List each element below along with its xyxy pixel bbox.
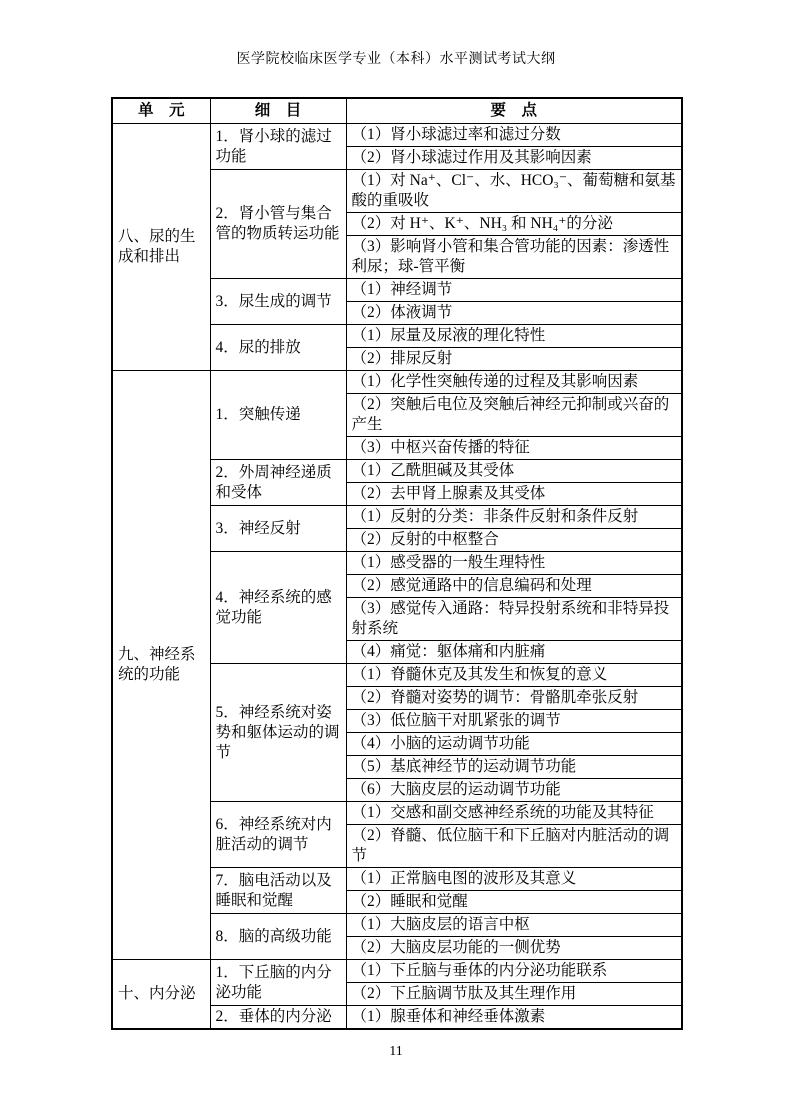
point-cell: （1）下丘脑与垂体的内分泌功能联系	[346, 960, 682, 983]
point-cell: （5）基底神经节的运动调节功能	[346, 756, 682, 779]
point-cell: （3）影响肾小管和集合管功能的因素：渗透性利尿；球-管平衡	[346, 236, 682, 279]
syllabus-table-body	[112, 124, 682, 1030]
point-cell: （1）腺垂体和神经垂体激素	[346, 1006, 682, 1030]
table-row	[112, 371, 682, 394]
point-cell: （2）反射的中枢整合	[346, 529, 682, 552]
column-header-keypoints: 要 点	[346, 98, 682, 124]
point-cell: （1）正常脑电图的波形及其意义	[346, 868, 682, 891]
point-cell: （3）中枢兴奋传播的特征	[346, 437, 682, 460]
table-row	[112, 960, 682, 983]
detail-cell: 2．垂体的内分泌	[210, 1006, 346, 1030]
detail-cell: 1．肾小球的滤过功能	[210, 124, 346, 170]
detail-cell: 4．神经系统的感觉功能	[210, 552, 346, 664]
point-cell: （1）反射的分类：非条件反射和条件反射	[346, 506, 682, 529]
point-cell: （1）交感和副交感神经系统的功能及其特征	[346, 802, 682, 825]
syllabus-table	[111, 97, 683, 1030]
point-cell: （2）排尿反射	[346, 348, 682, 371]
unit-cell: 十、内分泌	[112, 960, 210, 1030]
detail-cell: 3．尿生成的调节	[210, 279, 346, 325]
detail-cell: 8．脑的高级功能	[210, 914, 346, 960]
point-cell: （3）低位脑干对肌紧张的调节	[346, 710, 682, 733]
point-cell: （4）痛觉：躯体痛和内脏痛	[346, 641, 682, 664]
point-cell: （2）去甲肾上腺素及其受体	[346, 483, 682, 506]
point-cell: （2）感觉通路中的信息编码和处理	[346, 575, 682, 598]
point-cell: （1）尿量及尿液的理化特性	[346, 325, 682, 348]
column-header-unit: 单 元	[112, 98, 210, 124]
detail-cell: 6．神经系统对内脏活动的调节	[210, 802, 346, 868]
point-cell: （1）乙酰胆碱及其受体	[346, 460, 682, 483]
point-cell: （2）睡眠和觉醒	[346, 891, 682, 914]
point-cell: （1）感受器的一般生理特性	[346, 552, 682, 575]
detail-cell: 3．神经反射	[210, 506, 346, 552]
point-cell: （2）大脑皮层功能的一侧优势	[346, 937, 682, 960]
point-cell: （2）突触后电位及突触后神经元抑制或兴奋的产生	[346, 394, 682, 437]
detail-cell: 2．外周神经递质和受体	[210, 460, 346, 506]
header-row	[112, 98, 682, 124]
point-cell: （1）脊髓休克及其发生和恢复的意义	[346, 664, 682, 687]
point-cell: （1）肾小球滤过率和滤过分数	[346, 124, 682, 147]
point-cell: （2）脊髓对姿势的调节：骨骼肌牵张反射	[346, 687, 682, 710]
point-cell: （4）小脑的运动调节功能	[346, 733, 682, 756]
detail-cell: 1．突触传递	[210, 371, 346, 460]
point-cell: （3）感觉传入通路：特异投射系统和非特异投射系统	[346, 598, 682, 641]
point-cell: （1）化学性突触传递的过程及其影响因素	[346, 371, 682, 394]
detail-cell: 2．肾小管与集合管的物质转运功能	[210, 170, 346, 279]
point-cell: （2）脊髓、低位脑干和下丘脑对内脏活动的调节	[346, 825, 682, 868]
point-cell: （2）下丘脑调节肽及其生理作用	[346, 983, 682, 1006]
detail-cell: 5．神经系统对姿势和躯体运动的调节	[210, 664, 346, 802]
point-cell: （2）对 H⁺、K⁺、NH₃ 和 NH₄⁺的分泌	[346, 213, 682, 236]
table-row	[112, 124, 682, 147]
detail-cell: 4．尿的排放	[210, 325, 346, 371]
document-title: 医学院校临床医学专业（本科）水平测试考试大纲	[236, 52, 556, 67]
point-cell: （6）大脑皮层的运动调节功能	[346, 779, 682, 802]
unit-cell: 九、神经系统的功能	[112, 371, 210, 960]
column-header-detail: 细 目	[210, 98, 346, 124]
page-number: 11	[389, 1044, 403, 1059]
point-cell: （2）肾小球滤过作用及其影响因素	[346, 147, 682, 170]
point-cell: （1）对 Na⁺、Cl⁻、水、HCO₃⁻、葡萄糖和氨基酸的重吸收	[346, 170, 682, 213]
point-cell: （1）大脑皮层的语言中枢	[346, 914, 682, 937]
detail-cell: 1．下丘脑的内分泌功能	[210, 960, 346, 1006]
point-cell: （1）神经调节	[346, 279, 682, 302]
unit-cell: 八、尿的生成和排出	[112, 124, 210, 371]
point-cell: （2）体液调节	[346, 302, 682, 325]
detail-cell: 7．脑电活动以及睡眠和觉醒	[210, 868, 346, 914]
